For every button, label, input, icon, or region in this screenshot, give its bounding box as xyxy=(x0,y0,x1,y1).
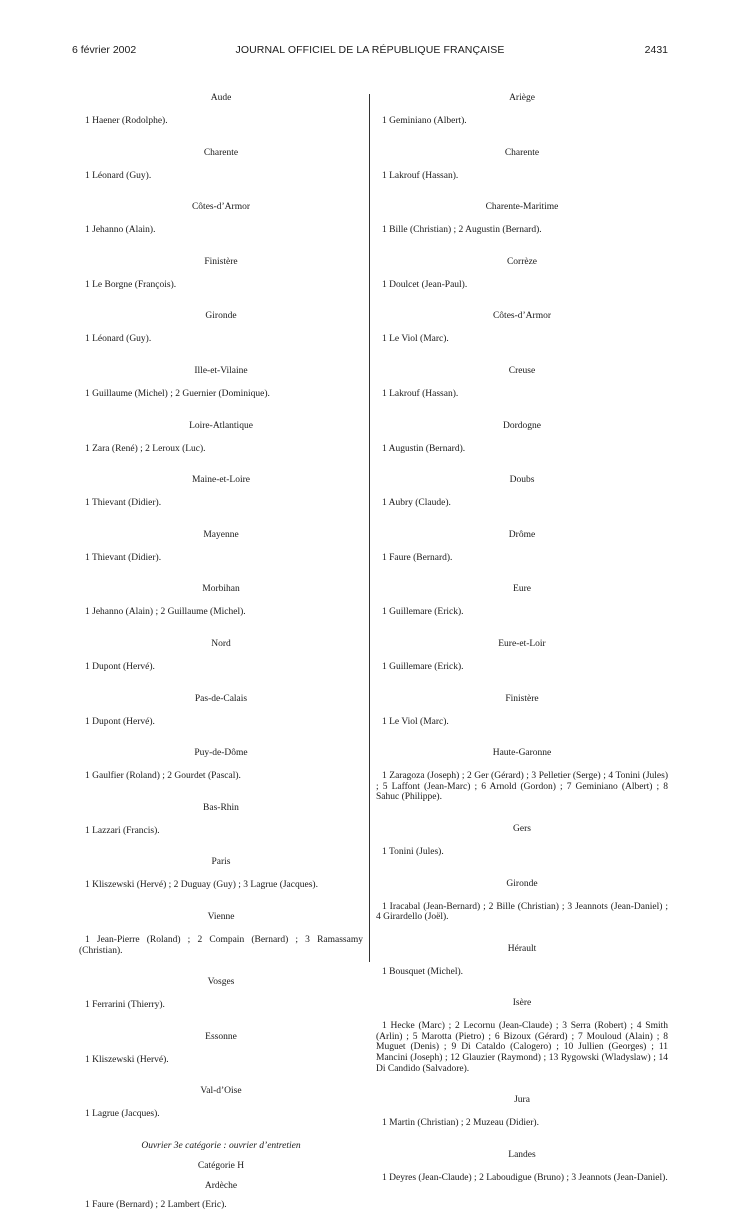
appointment-list: 1 Bousquet (Michel). xyxy=(382,966,464,977)
appointment-list: 1 Lakrouf (Hassan). xyxy=(382,170,459,181)
department-heading: Côtes-d’Armor xyxy=(191,202,251,213)
appointment-list: 1 Iracabal (Jean-Bernard) ; 2 Bille (Christian) ; 3 Jeannots (Jean-Daniel) ; 4 Girardello (Joël). xyxy=(376,901,668,923)
appointment-list: 1 Augustin (Bernard). xyxy=(382,443,466,454)
appointment-list: 1 Haener (Rodolphe). xyxy=(85,116,168,126)
department-heading: Haute-Garonne xyxy=(492,748,552,759)
department-heading: Doubs xyxy=(509,475,535,486)
appointment-list: 1 Jehanno (Alain) ; 2 Guillaume (Michel). xyxy=(85,607,246,618)
department-heading: Hérault xyxy=(507,943,537,954)
appointment-list: 1 Martin (Christian) ; 2 Muzeau (Didier). xyxy=(382,1118,539,1129)
department-heading: Creuse xyxy=(508,365,536,376)
appointment-list: 1 Jean-Pierre (Roland) ; 2 Compain (Bernard) ; 3 Ramassamy (Christian). xyxy=(79,934,363,956)
appointment-list: 1 Deyres (Jean-Claude) ; 2 Laboudigue (Bruno) ; 3 Jeannots (Jean-Daniel). xyxy=(382,1172,668,1183)
page-number: 2431 xyxy=(644,44,668,56)
department-heading: Dordogne xyxy=(503,420,541,431)
appointment-list: 1 Dupont (Hervé). xyxy=(85,716,155,727)
right-column xyxy=(376,92,668,1203)
department-heading: Gironde xyxy=(205,311,237,322)
appointment-list: 1 Doulcet (Jean-Paul). xyxy=(382,279,468,290)
department-heading: Mayenne xyxy=(203,529,239,540)
department-heading: Eure xyxy=(513,584,531,595)
appointment-list: 1 Aubry (Claude). xyxy=(382,498,451,509)
column-divider xyxy=(369,94,370,962)
page-header xyxy=(72,44,668,60)
department-heading: Val-d’Oise xyxy=(200,1086,242,1097)
appointment-list: 1 Kliszewski (Hervé). xyxy=(85,1054,169,1065)
appointment-list: 1 Tonini (Jules). xyxy=(382,846,444,857)
appointment-list: 1 Le Viol (Marc). xyxy=(382,716,449,727)
department-heading: Côtes-d’Armor xyxy=(492,311,552,322)
left-column xyxy=(79,92,363,1230)
appointment-list: 1 Jehanno (Alain). xyxy=(85,225,156,236)
appointment-list: 1 Ferrarini (Thierry). xyxy=(85,1000,165,1011)
department-heading: Morbihan xyxy=(202,584,240,595)
appointment-list: 1 Lakrouf (Hassan). xyxy=(382,388,459,399)
department-heading: Charente-Maritime xyxy=(485,202,559,213)
department-heading: Isère xyxy=(512,998,532,1009)
department-heading: Nord xyxy=(211,638,231,649)
appointment-list: 1 Hecke (Marc) ; 2 Lecornu (Jean-Claude) ; 3 Serra (Robert) ; 4 Smith (Arlin) ; 5 Marotta (Pietro) ; 6 Bizoux (Gérard) ; 7 Mouloud (Alain) ; 8 Muguet (Denis) ; 9 Di Cataldo (Calogero) ; 10 Jullien (Georges) ; 11 Mancini (Joseph) ; 12 Glauzier (Raymond) ; 13 Rygowski (Wladyslaw) ; 14 Di Candido (Salvadore). xyxy=(376,1021,668,1074)
department-heading: Bas-Rhin xyxy=(203,802,239,813)
appointment-list: 1 Guillemare (Erick). xyxy=(382,661,464,672)
department-heading: Charente xyxy=(504,147,540,158)
appointment-list: 1 Le Borgne (François). xyxy=(85,279,177,290)
department-heading: Ille-et-Vilaine xyxy=(194,365,248,376)
appointment-list: 1 Thievant (Didier). xyxy=(85,552,162,563)
department-heading: Charente xyxy=(203,147,239,158)
header-title: JOURNAL OFFICIEL DE LA RÉPUBLIQUE FRANÇAISE xyxy=(235,44,505,56)
department-heading: Vienne xyxy=(207,911,235,922)
department-heading: Eure-et-Loir xyxy=(498,638,546,649)
appointment-list: 1 Guillemare (Erick). xyxy=(382,607,464,618)
department-heading: Landes xyxy=(508,1149,536,1160)
section-subtitle: Ouvrier 3e catégorie : ouvrier d’entretien xyxy=(141,1140,301,1151)
appointment-list: 1 Lazzari (Francis). xyxy=(85,825,160,836)
header-date: 6 février 2002 xyxy=(72,44,137,56)
appointment-list: 1 Gaulfier (Roland) ; 2 Gourdet (Pascal). xyxy=(85,771,241,782)
appointment-list: 1 Léonard (Guy). xyxy=(85,334,152,345)
appointment-list: 1 Léonard (Guy). xyxy=(85,170,152,181)
appointment-list: 1 Kliszewski (Hervé) ; 2 Duguay (Guy) ; 3 Lagrue (Jacques). xyxy=(85,880,318,891)
appointment-list: 1 Dupont (Hervé). xyxy=(85,661,155,672)
department-heading: Finistère xyxy=(204,256,238,267)
appointment-list: 1 Thievant (Didier). xyxy=(85,498,162,509)
appointment-list: 1 Zara (René) ; 2 Leroux (Luc). xyxy=(85,443,206,454)
department-heading: Essonne xyxy=(205,1031,237,1042)
department-heading: Maine-et-Loire xyxy=(191,475,251,486)
appointment-list: 1 Zaragoza (Joseph) ; 2 Ger (Gérard) ; 3 Pelletier (Serge) ; 4 Tonini (Jules) ; 5 Laffont (Jean-Marc) ; 6 Arnold (Gordon) ; 7 Geminiano (Albert) ; 8 Sahuc (Philippe). xyxy=(376,771,668,803)
department-heading: Gers xyxy=(513,823,531,834)
department-heading: Puy-de-Dôme xyxy=(194,748,248,759)
appointment-list: 1 Bille (Christian) ; 2 Augustin (Bernard). xyxy=(382,225,542,236)
appointment-list: 1 Faure (Bernard). xyxy=(382,552,453,563)
department-heading: Ariège xyxy=(509,93,535,103)
department-heading: Paris xyxy=(211,857,231,868)
appointment-list: 1 Guillaume (Michel) ; 2 Guernier (Dominique). xyxy=(85,388,270,399)
department-heading: Finistère xyxy=(505,693,539,704)
department-heading: Pas-de-Calais xyxy=(194,693,248,704)
department-heading: Corrèze xyxy=(506,256,538,267)
department-heading: Aude xyxy=(210,93,232,103)
department-heading: Gironde xyxy=(506,878,538,889)
department-heading: Vosges xyxy=(207,977,235,988)
department-heading: Loire-Atlantique xyxy=(189,420,253,431)
department-heading: Jura xyxy=(514,1095,530,1106)
department-heading: Drôme xyxy=(508,529,536,540)
appointment-list: 1 Le Viol (Marc). xyxy=(382,334,449,345)
category-heading: Catégorie H xyxy=(197,1160,245,1171)
appointment-list: 1 Faure (Bernard) ; 2 Lambert (Eric). xyxy=(85,1199,227,1210)
department-heading: Ardèche xyxy=(204,1180,238,1191)
appointment-list: 1 Lagrue (Jacques). xyxy=(85,1109,160,1120)
appointment-list: 1 Geminiano (Albert). xyxy=(382,116,467,126)
